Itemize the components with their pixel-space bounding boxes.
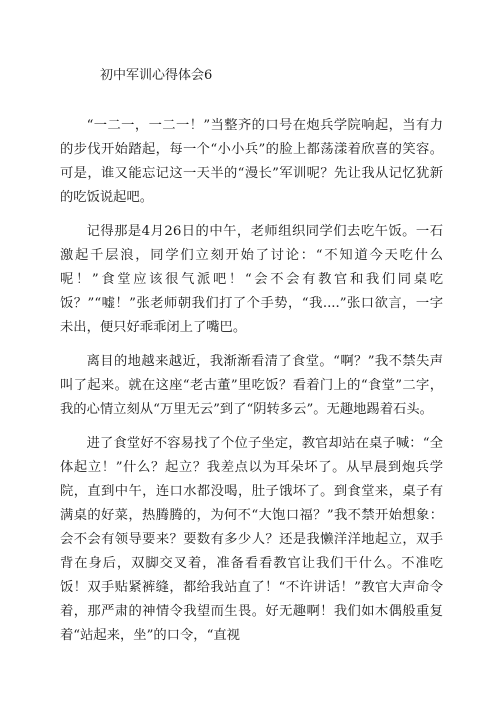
paragraph-2: 记得那是4月26日的中午，老师组织同学们去吃午饭。一石激起千层浪，同学们立刻开始了讨论：“不知道今天吃什么呢！”食堂应该很气派吧！“会不会有教官和我们同桌吃饭？”“嘘！”张老师朝我们打了个手势，“我....”张口欲言，一字未出，便只好乖乖闭上了嘴巴。 [60, 224, 443, 335]
paragraph-1: “一二一，一二一！”当整齐的口号在炮兵学院响起，当有力的步伐开始踏起，每一个“小小兵”的脸上都荡漾着欣喜的笑容。可是，谁又能忘记这一天半的“漫长”军训呢？先让我从记忆犹新的吃饭说起吧。 [60, 118, 443, 205]
document-title: 初中军训心得体会6 [100, 68, 213, 83]
paragraph-3: 离目的地越来越近，我渐渐看清了食堂。“啊？”我不禁失声叫了起来。就在这座“老古董”里吃饭？看着门上的“食堂”二字，我的心情立刻从“万里无云”到了“阴转多云”。无趣地踢着石头。 [60, 354, 443, 417]
document-body [60, 114, 443, 658]
paragraph-4: 进了食堂好不容易找了个位子坐定，教官却站在桌子喊：“全体起立！”什么？起立？我差点以为耳朵坏了。从早晨到炮兵学院，直到中午，连口水都没喝，肚子饿坏了。到食堂来，桌子有满桌的好菜，热腾腾的，为何不“大饱口福？”我不禁开始想象：会不会有领导要来？要数有多少人？还是我懒洋洋地起立，双手背在身后，双脚交叉着，准备看看教官让我们干什么。不准吃饭！双手贴紧裤缝，都给我站直了！“不许讲话！”教官大声命令着，那严肃的神情令我望而生畏。好无趣啊！我们如木偶般重复着“站起来，坐”的口令，“直视 [60, 436, 443, 643]
